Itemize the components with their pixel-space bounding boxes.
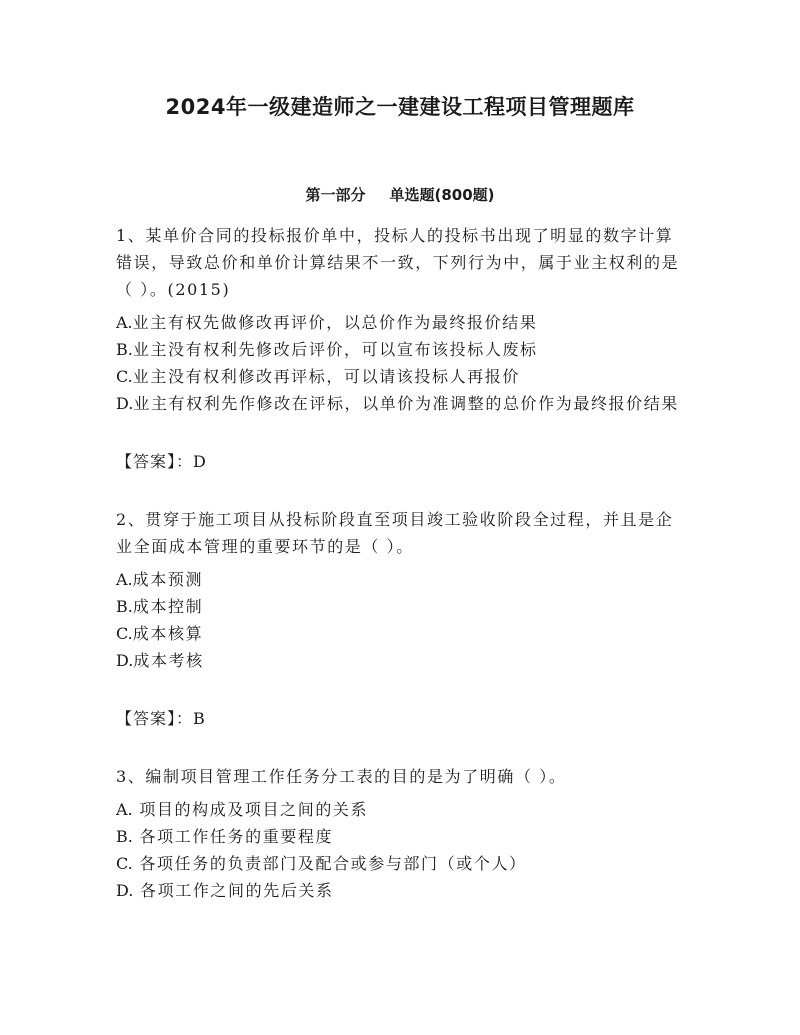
option-text: 成本控制 [132,597,204,616]
option-text: 各项工作之间的先后关系 [133,881,334,900]
question-block-1 [116,222,688,475]
question-stem: 3、编制项目管理工作任务分工表的目的是为了明确（ ）。 [116,767,567,786]
option-letter: B. [116,827,133,846]
option-a [116,566,688,593]
question-stem: 2、贯穿于施工项目从投标阶段直至项目竣工验收阶段全过程，并且是企业全面成本管理的重要环节的是（ ）。 [116,510,674,556]
option-letter: A. [116,800,133,819]
section-heading [0,183,800,207]
question-block-3 [116,763,688,904]
option-b [116,593,688,620]
option-text: 成本考核 [133,651,204,670]
question-block-2 [116,506,688,732]
option-letter: C. [116,367,133,386]
option-a [116,309,688,336]
answer-label: 【答案】： [116,709,194,728]
option-letter: D. [116,651,134,670]
option-text: 业主没有权利修改再评标，可以请该投标人再报价 [132,367,520,386]
option-text: 业主没有权利先修改后评价，可以宣布该投标人废标 [132,340,538,359]
answer-value: B [193,709,206,728]
question-list [116,222,688,904]
option-letter: A. [116,570,133,589]
option-b [116,336,688,363]
answer-label: 【答案】： [116,452,194,471]
option-d [116,877,688,904]
page-title: 2024年一级建造师之一建建设工程项目管理题库 [165,95,635,119]
option-d [116,390,688,417]
option-text: 成本核算 [132,624,204,643]
option-text: 项目的构成及项目之间的关系 [132,800,369,819]
answer-line [116,448,688,475]
option-text: 各项工作任务的重要程度 [132,827,334,846]
option-b [116,823,688,850]
option-letter: C. [116,624,133,643]
option-text: 业主有权先做修改再评价，以总价作为最终报价结果 [132,313,538,332]
option-letter: B. [116,597,133,616]
option-text: 业主有权利先作修改在评标，以单价为准调整的总价作为最终报价结果 [133,394,679,413]
answer-line [116,705,688,732]
option-text: 各项任务的负责部门及配合或参与部门（或个人） [132,854,527,873]
option-letter: D. [116,881,134,900]
option-letter: A. [116,313,133,332]
option-c [116,620,688,647]
option-c [116,363,688,390]
answer-value: D [193,452,207,471]
option-letter: B. [116,340,133,359]
option-a [116,796,688,823]
option-letter: C. [116,854,133,873]
section-part: 第一部分 [305,186,366,204]
question-stem: 1、某单价合同的投标报价单中，投标人的投标书出现了明显的数字计算错误，导致总价和单价计算结果不一致，下列行为中，属于业主权利的是（ ）。(2015) [116,226,680,299]
option-text: 成本预测 [132,570,204,589]
option-letter: D. [116,394,134,413]
option-d [116,647,688,674]
option-c [116,850,688,877]
section-name: 单选题(800题) [389,186,495,204]
